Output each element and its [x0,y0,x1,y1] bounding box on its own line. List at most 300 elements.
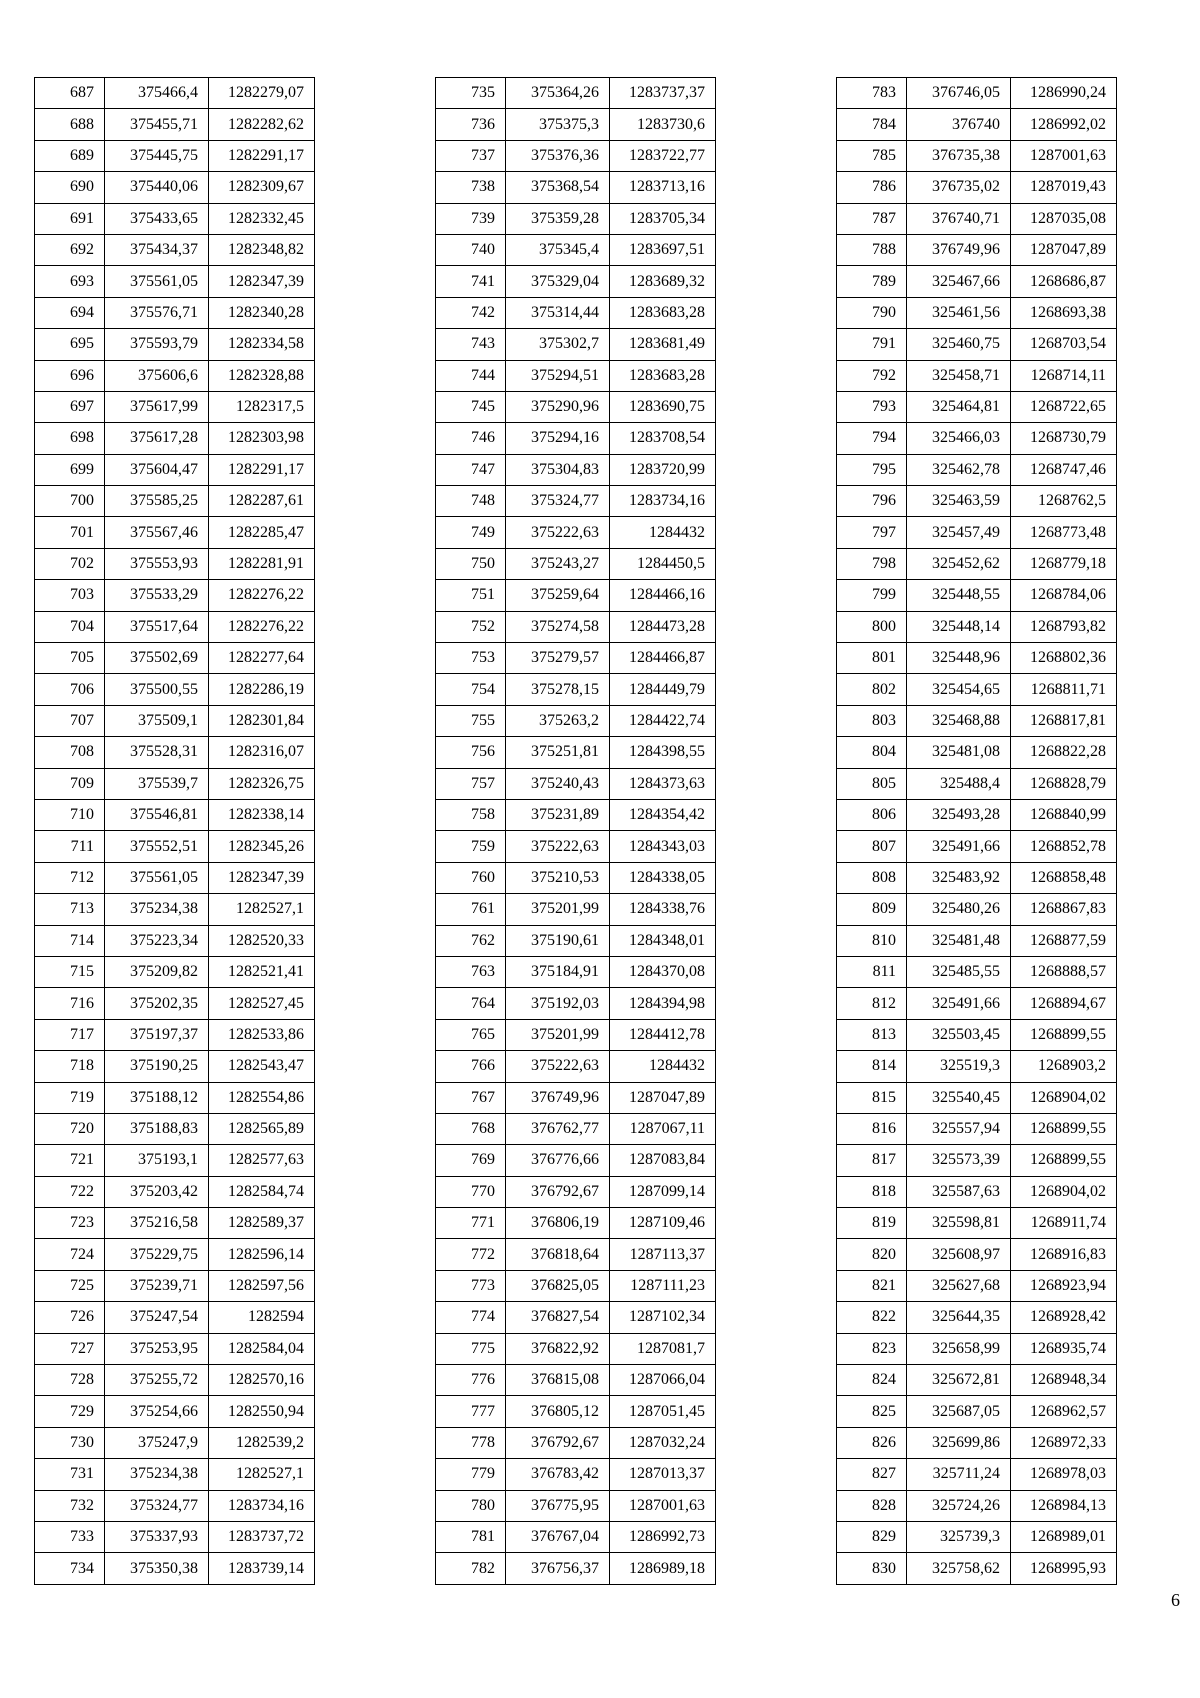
table-row [35,862,315,893]
table-row [837,1553,1117,1584]
x-coordinate-cell: 375445,75 [105,140,209,171]
x-coordinate-cell: 376762,77 [506,1113,610,1144]
point-number-cell: 730 [35,1427,105,1458]
table-row [35,517,315,548]
y-coordinate-cell: 1282554,86 [209,1082,315,1113]
table-row [35,1302,315,1333]
y-coordinate-cell: 1282565,89 [209,1113,315,1144]
y-coordinate-cell: 1282317,5 [209,391,315,422]
table-row [35,799,315,830]
y-coordinate-cell: 1282326,75 [209,768,315,799]
point-number-cell: 747 [436,454,506,485]
x-coordinate-cell: 375222,63 [506,1051,610,1082]
point-number-cell: 758 [436,799,506,830]
table-row [35,768,315,799]
point-number-cell: 722 [35,1176,105,1207]
point-number-cell: 700 [35,486,105,517]
table-row [837,329,1117,360]
point-number-cell: 756 [436,737,506,768]
x-coordinate-cell: 375324,77 [506,486,610,517]
x-coordinate-cell: 375502,69 [105,643,209,674]
table-row [35,1176,315,1207]
y-coordinate-cell: 1287067,11 [610,1113,716,1144]
y-coordinate-cell: 1282332,45 [209,203,315,234]
y-coordinate-cell: 1268899,55 [1011,1145,1117,1176]
point-number-cell: 741 [436,266,506,297]
x-coordinate-cell: 325699,86 [907,1427,1011,1458]
table-row [837,737,1117,768]
point-number-cell: 750 [436,548,506,579]
point-number-cell: 825 [837,1396,907,1427]
y-coordinate-cell: 1268762,5 [1011,486,1117,517]
y-coordinate-cell: 1268904,02 [1011,1082,1117,1113]
point-number-cell: 733 [35,1521,105,1552]
point-number-cell: 757 [436,768,506,799]
point-number-cell: 763 [436,956,506,987]
x-coordinate-cell: 325658,99 [907,1333,1011,1364]
table-row [35,203,315,234]
table-row [436,297,716,328]
x-coordinate-cell: 325448,14 [907,611,1011,642]
y-coordinate-cell: 1284412,78 [610,1019,716,1050]
x-coordinate-cell: 376818,64 [506,1239,610,1270]
y-coordinate-cell: 1268888,57 [1011,956,1117,987]
x-coordinate-cell: 325608,97 [907,1239,1011,1270]
x-coordinate-cell: 375337,93 [105,1521,209,1552]
y-coordinate-cell: 1282570,16 [209,1365,315,1396]
x-coordinate-cell: 325503,45 [907,1019,1011,1050]
table-row [837,203,1117,234]
y-coordinate-cell: 1283713,16 [610,172,716,203]
table-row [436,1427,716,1458]
y-coordinate-cell: 1283697,51 [610,234,716,265]
table-row [837,486,1117,517]
table-row [436,78,716,109]
point-number-cell: 793 [837,391,907,422]
point-number-cell: 737 [436,140,506,171]
y-coordinate-cell: 1284432 [610,517,716,548]
table-row [837,1145,1117,1176]
y-coordinate-cell: 1282316,07 [209,737,315,768]
y-coordinate-cell: 1287099,14 [610,1176,716,1207]
x-coordinate-cell: 375604,47 [105,454,209,485]
y-coordinate-cell: 1268703,54 [1011,329,1117,360]
x-coordinate-cell: 375517,64 [105,611,209,642]
y-coordinate-cell: 1268802,36 [1011,643,1117,674]
point-number-cell: 812 [837,988,907,1019]
table-row [436,768,716,799]
point-number-cell: 767 [436,1082,506,1113]
y-coordinate-cell: 1282303,98 [209,423,315,454]
point-number-cell: 703 [35,580,105,611]
table-row [436,1145,716,1176]
table-row [35,329,315,360]
y-coordinate-cell: 1268828,79 [1011,768,1117,799]
point-number-cell: 707 [35,705,105,736]
x-coordinate-cell: 325519,3 [907,1051,1011,1082]
point-number-cell: 710 [35,799,105,830]
x-coordinate-cell: 375193,1 [105,1145,209,1176]
y-coordinate-cell: 1283690,75 [610,391,716,422]
x-coordinate-cell: 325557,94 [907,1113,1011,1144]
point-number-cell: 818 [837,1176,907,1207]
x-coordinate-cell: 375223,34 [105,925,209,956]
point-number-cell: 827 [837,1459,907,1490]
table-row [35,956,315,987]
y-coordinate-cell: 1284338,05 [610,862,716,893]
table-row [436,799,716,830]
x-coordinate-cell: 375278,15 [506,674,610,705]
x-coordinate-cell: 376827,54 [506,1302,610,1333]
table-row [436,329,716,360]
point-number-cell: 828 [837,1490,907,1521]
table-row [35,894,315,925]
y-coordinate-cell: 1282527,45 [209,988,315,1019]
point-number-cell: 779 [436,1459,506,1490]
point-number-cell: 692 [35,234,105,265]
point-number-cell: 732 [35,1490,105,1521]
point-number-cell: 729 [35,1396,105,1427]
y-coordinate-cell: 1283737,37 [610,78,716,109]
y-coordinate-cell: 1268989,01 [1011,1521,1117,1552]
x-coordinate-cell: 375509,1 [105,705,209,736]
table-row [436,454,716,485]
point-number-cell: 764 [436,988,506,1019]
point-number-cell: 691 [35,203,105,234]
point-number-cell: 754 [436,674,506,705]
y-coordinate-cell: 1284473,28 [610,611,716,642]
x-coordinate-cell: 375279,57 [506,643,610,674]
x-coordinate-cell: 375359,28 [506,203,610,234]
x-coordinate-cell: 375222,63 [506,517,610,548]
y-coordinate-cell: 1287109,46 [610,1208,716,1239]
point-number-cell: 785 [837,140,907,171]
y-coordinate-cell: 1282309,67 [209,172,315,203]
point-number-cell: 721 [35,1145,105,1176]
x-coordinate-cell: 375539,7 [105,768,209,799]
table-row [436,1239,716,1270]
table-row [436,1490,716,1521]
page-number: 6 [1171,1590,1180,1610]
point-number-cell: 780 [436,1490,506,1521]
x-coordinate-cell: 325454,65 [907,674,1011,705]
table-row [436,234,716,265]
table-row [837,360,1117,391]
table-row [436,172,716,203]
table-row [837,674,1117,705]
x-coordinate-cell: 325672,81 [907,1365,1011,1396]
point-number-cell: 807 [837,831,907,862]
point-number-cell: 749 [436,517,506,548]
point-number-cell: 790 [837,297,907,328]
table-row [837,1427,1117,1458]
x-coordinate-cell: 375350,38 [105,1553,209,1584]
y-coordinate-cell: 1268923,94 [1011,1270,1117,1301]
x-coordinate-cell: 375243,27 [506,548,610,579]
x-coordinate-cell: 325573,39 [907,1145,1011,1176]
y-coordinate-cell: 1284449,79 [610,674,716,705]
table-row [35,140,315,171]
table-row [35,1553,315,1584]
y-coordinate-cell: 1287113,37 [610,1239,716,1270]
point-number-cell: 769 [436,1145,506,1176]
table-row [436,1333,716,1364]
x-coordinate-cell: 375190,25 [105,1051,209,1082]
x-coordinate-cell: 375606,6 [105,360,209,391]
point-number-cell: 709 [35,768,105,799]
point-number-cell: 797 [837,517,907,548]
point-number-cell: 705 [35,643,105,674]
table-row [837,391,1117,422]
point-number-cell: 801 [837,643,907,674]
point-number-cell: 806 [837,799,907,830]
x-coordinate-cell: 375290,96 [506,391,610,422]
x-coordinate-cell: 375433,65 [105,203,209,234]
x-coordinate-cell: 325480,26 [907,894,1011,925]
point-number-cell: 777 [436,1396,506,1427]
x-coordinate-cell: 376825,05 [506,1270,610,1301]
point-number-cell: 783 [837,78,907,109]
x-coordinate-cell: 325485,55 [907,956,1011,987]
table-row [35,1208,315,1239]
table-row [837,266,1117,297]
x-coordinate-cell: 376735,02 [907,172,1011,203]
x-coordinate-cell: 325467,66 [907,266,1011,297]
y-coordinate-cell: 1284466,87 [610,643,716,674]
x-coordinate-cell: 375222,63 [506,831,610,862]
table-row [837,517,1117,548]
y-coordinate-cell: 1268730,79 [1011,423,1117,454]
x-coordinate-cell: 375567,46 [105,517,209,548]
point-number-cell: 695 [35,329,105,360]
point-number-cell: 778 [436,1427,506,1458]
point-number-cell: 723 [35,1208,105,1239]
table-row [837,1208,1117,1239]
table-row [436,580,716,611]
x-coordinate-cell: 375188,83 [105,1113,209,1144]
point-number-cell: 720 [35,1113,105,1144]
x-coordinate-cell: 325711,24 [907,1459,1011,1490]
table-row [837,297,1117,328]
y-coordinate-cell: 1282338,14 [209,799,315,830]
table-row [436,737,716,768]
y-coordinate-cell: 1282521,41 [209,956,315,987]
x-coordinate-cell: 375234,38 [105,894,209,925]
point-number-cell: 727 [35,1333,105,1364]
y-coordinate-cell: 1286989,18 [610,1553,716,1584]
table-row [837,862,1117,893]
x-coordinate-cell: 376740 [907,109,1011,140]
y-coordinate-cell: 1268811,71 [1011,674,1117,705]
x-coordinate-cell: 375302,7 [506,329,610,360]
y-coordinate-cell: 1282533,86 [209,1019,315,1050]
point-number-cell: 755 [436,705,506,736]
y-coordinate-cell: 1284373,63 [610,768,716,799]
x-coordinate-cell: 375201,99 [506,894,610,925]
table-row [35,1270,315,1301]
point-number-cell: 766 [436,1051,506,1082]
x-coordinate-cell: 325491,66 [907,831,1011,862]
table-row [436,1176,716,1207]
table-row [837,109,1117,140]
point-number-cell: 820 [837,1239,907,1270]
point-number-cell: 687 [35,78,105,109]
y-coordinate-cell: 1268858,48 [1011,862,1117,893]
y-coordinate-cell: 1284394,98 [610,988,716,1019]
y-coordinate-cell: 1268686,87 [1011,266,1117,297]
table-row [436,109,716,140]
x-coordinate-cell: 375440,06 [105,172,209,203]
table-row [436,391,716,422]
x-coordinate-cell: 375251,81 [506,737,610,768]
y-coordinate-cell: 1287083,84 [610,1145,716,1176]
y-coordinate-cell: 1283734,16 [209,1490,315,1521]
x-coordinate-cell: 375376,36 [506,140,610,171]
table-row [436,486,716,517]
y-coordinate-cell: 1268995,93 [1011,1553,1117,1584]
table-row [837,580,1117,611]
point-number-cell: 770 [436,1176,506,1207]
point-number-cell: 815 [837,1082,907,1113]
x-coordinate-cell: 376735,38 [907,140,1011,171]
y-coordinate-cell: 1282279,07 [209,78,315,109]
table-row [35,705,315,736]
y-coordinate-cell: 1284432 [610,1051,716,1082]
y-coordinate-cell: 1282527,1 [209,1459,315,1490]
point-number-cell: 782 [436,1553,506,1584]
point-number-cell: 706 [35,674,105,705]
x-coordinate-cell: 376749,96 [907,234,1011,265]
point-number-cell: 781 [436,1521,506,1552]
y-coordinate-cell: 1268877,59 [1011,925,1117,956]
point-number-cell: 712 [35,862,105,893]
x-coordinate-cell: 375247,9 [105,1427,209,1458]
table-row [837,831,1117,862]
y-coordinate-cell: 1268784,06 [1011,580,1117,611]
y-coordinate-cell: 1268928,42 [1011,1302,1117,1333]
x-coordinate-cell: 375190,61 [506,925,610,956]
table-row [436,1270,716,1301]
y-coordinate-cell: 1283737,72 [209,1521,315,1552]
x-coordinate-cell: 375546,81 [105,799,209,830]
table-row [837,1113,1117,1144]
table-row [436,705,716,736]
x-coordinate-cell: 325448,96 [907,643,1011,674]
y-coordinate-cell: 1282577,63 [209,1145,315,1176]
y-coordinate-cell: 1287047,89 [1011,234,1117,265]
y-coordinate-cell: 1282345,26 [209,831,315,862]
point-number-cell: 772 [436,1239,506,1270]
point-number-cell: 734 [35,1553,105,1584]
table-row [837,78,1117,109]
y-coordinate-cell: 1282584,04 [209,1333,315,1364]
table-row [837,611,1117,642]
table-row [436,548,716,579]
x-coordinate-cell: 325452,62 [907,548,1011,579]
x-coordinate-cell: 375202,35 [105,988,209,1019]
x-coordinate-cell: 325540,45 [907,1082,1011,1113]
x-coordinate-cell: 375231,89 [506,799,610,830]
x-coordinate-cell: 325627,68 [907,1270,1011,1301]
y-coordinate-cell: 1287035,08 [1011,203,1117,234]
table-row [35,1333,315,1364]
point-number-cell: 708 [35,737,105,768]
x-coordinate-cell: 375255,72 [105,1365,209,1396]
point-number-cell: 717 [35,1019,105,1050]
table-row [837,1490,1117,1521]
y-coordinate-cell: 1282334,58 [209,329,315,360]
point-number-cell: 794 [837,423,907,454]
table-row [35,1459,315,1490]
x-coordinate-cell: 375593,79 [105,329,209,360]
table-row [837,423,1117,454]
y-coordinate-cell: 1287013,37 [610,1459,716,1490]
y-coordinate-cell: 1284422,74 [610,705,716,736]
x-coordinate-cell: 325687,05 [907,1396,1011,1427]
y-coordinate-cell: 1282291,17 [209,454,315,485]
point-number-cell: 689 [35,140,105,171]
point-number-cell: 774 [436,1302,506,1333]
x-coordinate-cell: 325481,48 [907,925,1011,956]
y-coordinate-cell: 1268972,33 [1011,1427,1117,1458]
x-coordinate-cell: 375576,71 [105,297,209,328]
point-number-cell: 743 [436,329,506,360]
x-coordinate-cell: 325462,78 [907,454,1011,485]
x-coordinate-cell: 325483,92 [907,862,1011,893]
y-coordinate-cell: 1282584,74 [209,1176,315,1207]
point-number-cell: 724 [35,1239,105,1270]
point-number-cell: 824 [837,1365,907,1396]
x-coordinate-cell: 325493,28 [907,799,1011,830]
point-number-cell: 701 [35,517,105,548]
table-row [837,925,1117,956]
point-number-cell: 814 [837,1051,907,1082]
point-number-cell: 699 [35,454,105,485]
y-coordinate-cell: 1268903,2 [1011,1051,1117,1082]
x-coordinate-cell: 375229,75 [105,1239,209,1270]
y-coordinate-cell: 1286992,02 [1011,109,1117,140]
x-coordinate-cell: 375188,12 [105,1082,209,1113]
point-number-cell: 821 [837,1270,907,1301]
x-coordinate-cell: 376749,96 [506,1082,610,1113]
table-row [837,454,1117,485]
y-coordinate-cell: 1283708,54 [610,423,716,454]
point-number-cell: 738 [436,172,506,203]
y-coordinate-cell: 1268978,03 [1011,1459,1117,1490]
point-number-cell: 751 [436,580,506,611]
table-row [837,234,1117,265]
x-coordinate-cell: 325463,59 [907,486,1011,517]
point-number-cell: 802 [837,674,907,705]
x-coordinate-cell: 325464,81 [907,391,1011,422]
point-number-cell: 808 [837,862,907,893]
point-number-cell: 759 [436,831,506,862]
y-coordinate-cell: 1282282,62 [209,109,315,140]
y-coordinate-cell: 1282276,22 [209,580,315,611]
table-row [837,1365,1117,1396]
table-row [837,1302,1117,1333]
x-coordinate-cell: 375201,99 [506,1019,610,1050]
table-row [837,988,1117,1019]
x-coordinate-cell: 325448,55 [907,580,1011,611]
table-row [436,203,716,234]
coordinates-table-2 [435,77,716,1585]
x-coordinate-cell: 325739,3 [907,1521,1011,1552]
point-number-cell: 696 [35,360,105,391]
point-number-cell: 715 [35,956,105,987]
point-number-cell: 735 [436,78,506,109]
point-number-cell: 768 [436,1113,506,1144]
